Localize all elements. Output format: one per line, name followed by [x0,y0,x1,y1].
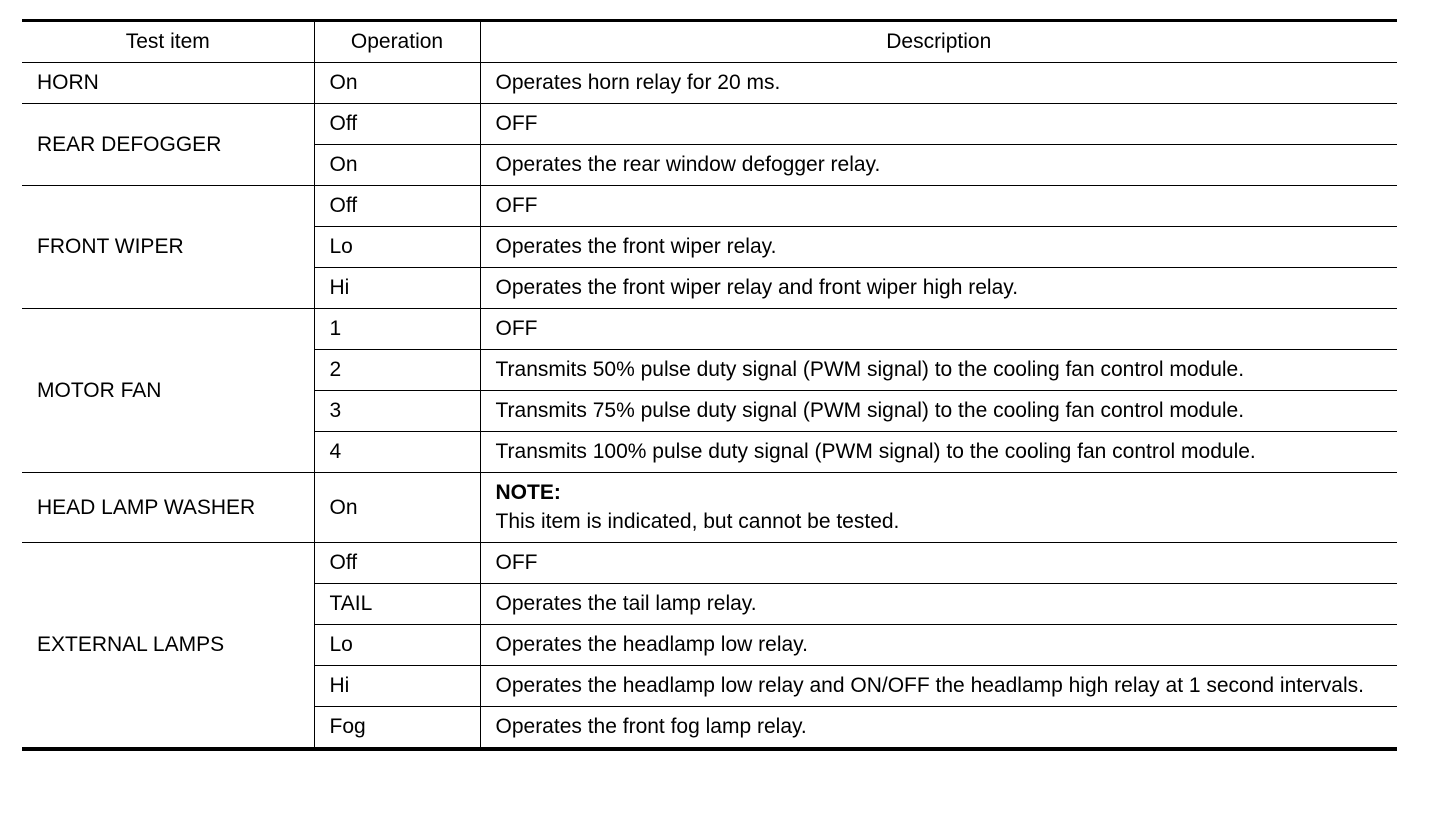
description-cell [480,473,1397,543]
description-cell: OFF [480,104,1397,145]
operation-cell: 2 [314,350,480,391]
test-item-cell: REAR DEFOGGER [22,104,314,186]
header-description: Description [480,21,1397,63]
note-label: NOTE: [495,481,561,504]
description-cell: Operates the tail lamp relay. [480,584,1397,625]
operation-cell: 1 [314,309,480,350]
table-row [22,543,1397,584]
description-cell: OFF [480,543,1397,584]
test-item-cell: EXTERNAL LAMPS [22,543,314,750]
operation-cell: Lo [314,625,480,666]
description-cell: OFF [480,186,1397,227]
operation-cell: TAIL [314,584,480,625]
description-cell: Operates the front wiper relay. [480,227,1397,268]
test-item-cell: FRONT WIPER [22,186,314,309]
table-row [22,63,1397,104]
active-test-table [22,19,1397,751]
description-cell: Transmits 75% pulse duty signal (PWM signal) to the cooling fan control module. [480,391,1397,432]
operation-cell: 3 [314,391,480,432]
description-cell: OFF [480,309,1397,350]
operation-cell: On [314,473,480,543]
description-cell: Operates the front fog lamp relay. [480,707,1397,750]
description-cell: Operates the headlamp low relay and ON/OFF the headlamp high relay at 1 second intervals. [480,666,1397,707]
header-test-item: Test item [22,21,314,63]
description-cell: Transmits 50% pulse duty signal (PWM signal) to the cooling fan control module. [480,350,1397,391]
table-row [22,104,1397,145]
header-operation: Operation [314,21,480,63]
description-cell: Operates the rear window defogger relay. [480,145,1397,186]
operation-cell: Hi [314,268,480,309]
description-cell: Operates the headlamp low relay. [480,625,1397,666]
description-cell: Operates the front wiper relay and front wiper high relay. [480,268,1397,309]
operation-cell: Fog [314,707,480,750]
description-cell: Transmits 100% pulse duty signal (PWM signal) to the cooling fan control module. [480,432,1397,473]
operation-cell: 4 [314,432,480,473]
table-row [22,309,1397,350]
table-header-row [22,21,1397,63]
note-text: This item is indicated, but cannot be tested. [495,510,900,533]
table-row [22,473,1397,543]
test-item-table-container [22,19,1397,751]
operation-cell: Off [314,104,480,145]
description-cell: Operates horn relay for 20 ms. [480,63,1397,104]
test-item-cell: MOTOR FAN [22,309,314,473]
operation-cell: Hi [314,666,480,707]
operation-cell: On [314,145,480,186]
table-row [22,186,1397,227]
operation-cell: Off [314,186,480,227]
test-item-cell: HEAD LAMP WASHER [22,473,314,543]
operation-cell: On [314,63,480,104]
operation-cell: Off [314,543,480,584]
test-item-cell: HORN [22,63,314,104]
operation-cell: Lo [314,227,480,268]
